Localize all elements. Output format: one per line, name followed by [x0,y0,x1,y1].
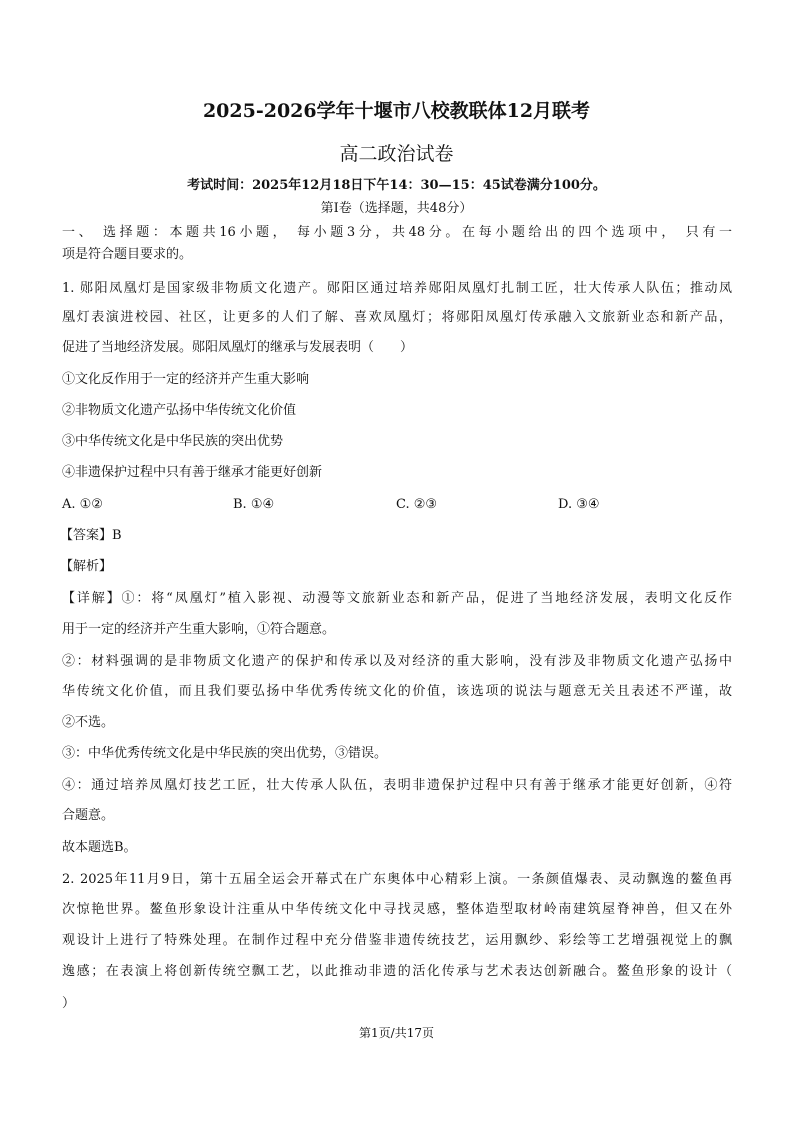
section-instruction-line-1: 一、 选择题：本题共16小题， 每小题3分，共48分。在每小题给出的四个选项中， 只有一 [62,225,732,240]
q1-stem-line-2: 凰灯表演进校园、社区，让更多的人们了解、喜欢凤凰灯；将郧阳凤凰灯传承融入文旅新业态和新产品， [62,310,732,325]
q1-item-3: ③中华传统文化是中华民族的突出优势 [62,434,284,449]
q2-stem-line-2: 次惊艳世界。鳌鱼形象设计注重从中华传统文化中寻找灵感，整体造型取材岭南建筑屋脊神兽，但又在外 [62,902,732,917]
q1-stem-line-1: 1. 郧阳凤凰灯是国家级非物质文化遗产。郧阳区通过培养郧阳凤凰灯扎制工匠，壮大传承人队伍；推动凤 [62,281,732,296]
q1-item-1: ①文化反作用于一定的经济并产生重大影响 [62,372,310,387]
q1-stem-line-3: 促进了当地经济发展。郧阳凤凰灯的继承与发展表明（ ） [62,340,414,355]
volume-heading: 第Ⅰ卷（选择题，共48分） [320,201,473,216]
exam-title: 2025-2026学年十堰市八校教联体12月联考 [202,100,591,122]
q1-answer: 【答案】B [60,528,122,543]
q1-detail-line-1: 【详解】①：将“凤凰灯”植入影视、动漫等文旅新业态和新产品，促进了当地经济发展，表明文化反作 [62,591,732,606]
q1-detail-line-3: ②：材料强调的是非物质文化遗产的保护和传承以及对经济的重大影响，没有涉及非物质文化遗产弘扬中 [62,654,732,669]
q1-option-d: D. ③④ [558,497,600,512]
q1-detail-line-5: ②不选。 [62,715,115,730]
section-instruction-line-2: 项是符合题目要求的。 [62,247,193,262]
q1-detail-line-2: 用于一定的经济并产生重大影响，①符合题意。 [62,622,336,637]
q1-detail-line-9: 故本题选B。 [62,840,137,855]
q1-detail-line-7: ④：通过培养凤凰灯技艺工匠，壮大传承人队伍，表明非遗保护过程中只有善于继承才能更好创新，④符 [62,778,732,793]
q1-option-b: B. ①④ [233,497,275,512]
q1-detail-line-4: 华传统文化价值，而且我们要弘扬中华优秀传统文化的价值，该选项的说法与题意无关且表述不严谨，故 [62,684,732,699]
q1-item-4: ④非遗保护过程中只有善于继承才能更好创新 [62,465,323,480]
q1-analysis-label: 【解析】 [60,559,113,574]
exam-subtitle: 高二政治试卷 [339,143,454,165]
q1-option-a: A. ①② [62,497,103,512]
exam-info: 考试时间：2025年12月18日下午14：30—15：45试卷满分100分。 [187,178,606,193]
q2-stem-line-5: ） [62,996,76,1011]
q1-detail-line-6: ③：中华优秀传统文化是中华民族的突出优势，③错误。 [62,746,388,761]
q1-option-c: C. ②③ [396,497,438,512]
q1-detail-line-8: 合题意。 [62,808,115,823]
q1-item-2: ②非物质文化遗产弘扬中华传统文化价值 [62,403,297,418]
q2-stem-line-3: 观设计上进行了特殊处理。在制作过程中充分借鉴非遗传统技艺，运用飘纱、彩绘等工艺增强视觉上的飘 [62,933,732,948]
q2-stem-line-4: 逸感；在表演上将创新传统空飘工艺，以此推动非遗的活化传承与艺术表达创新融合。鳌鱼形象的设计（ [62,964,732,979]
page-footer: 第1页/共17页 [359,1026,434,1040]
q2-stem-line-1: 2. 2025年11月9日，第十五届全运会开幕式在广东奥体中心精彩上演。一条颜值爆表、灵动飘逸的鳌鱼再 [62,872,732,887]
